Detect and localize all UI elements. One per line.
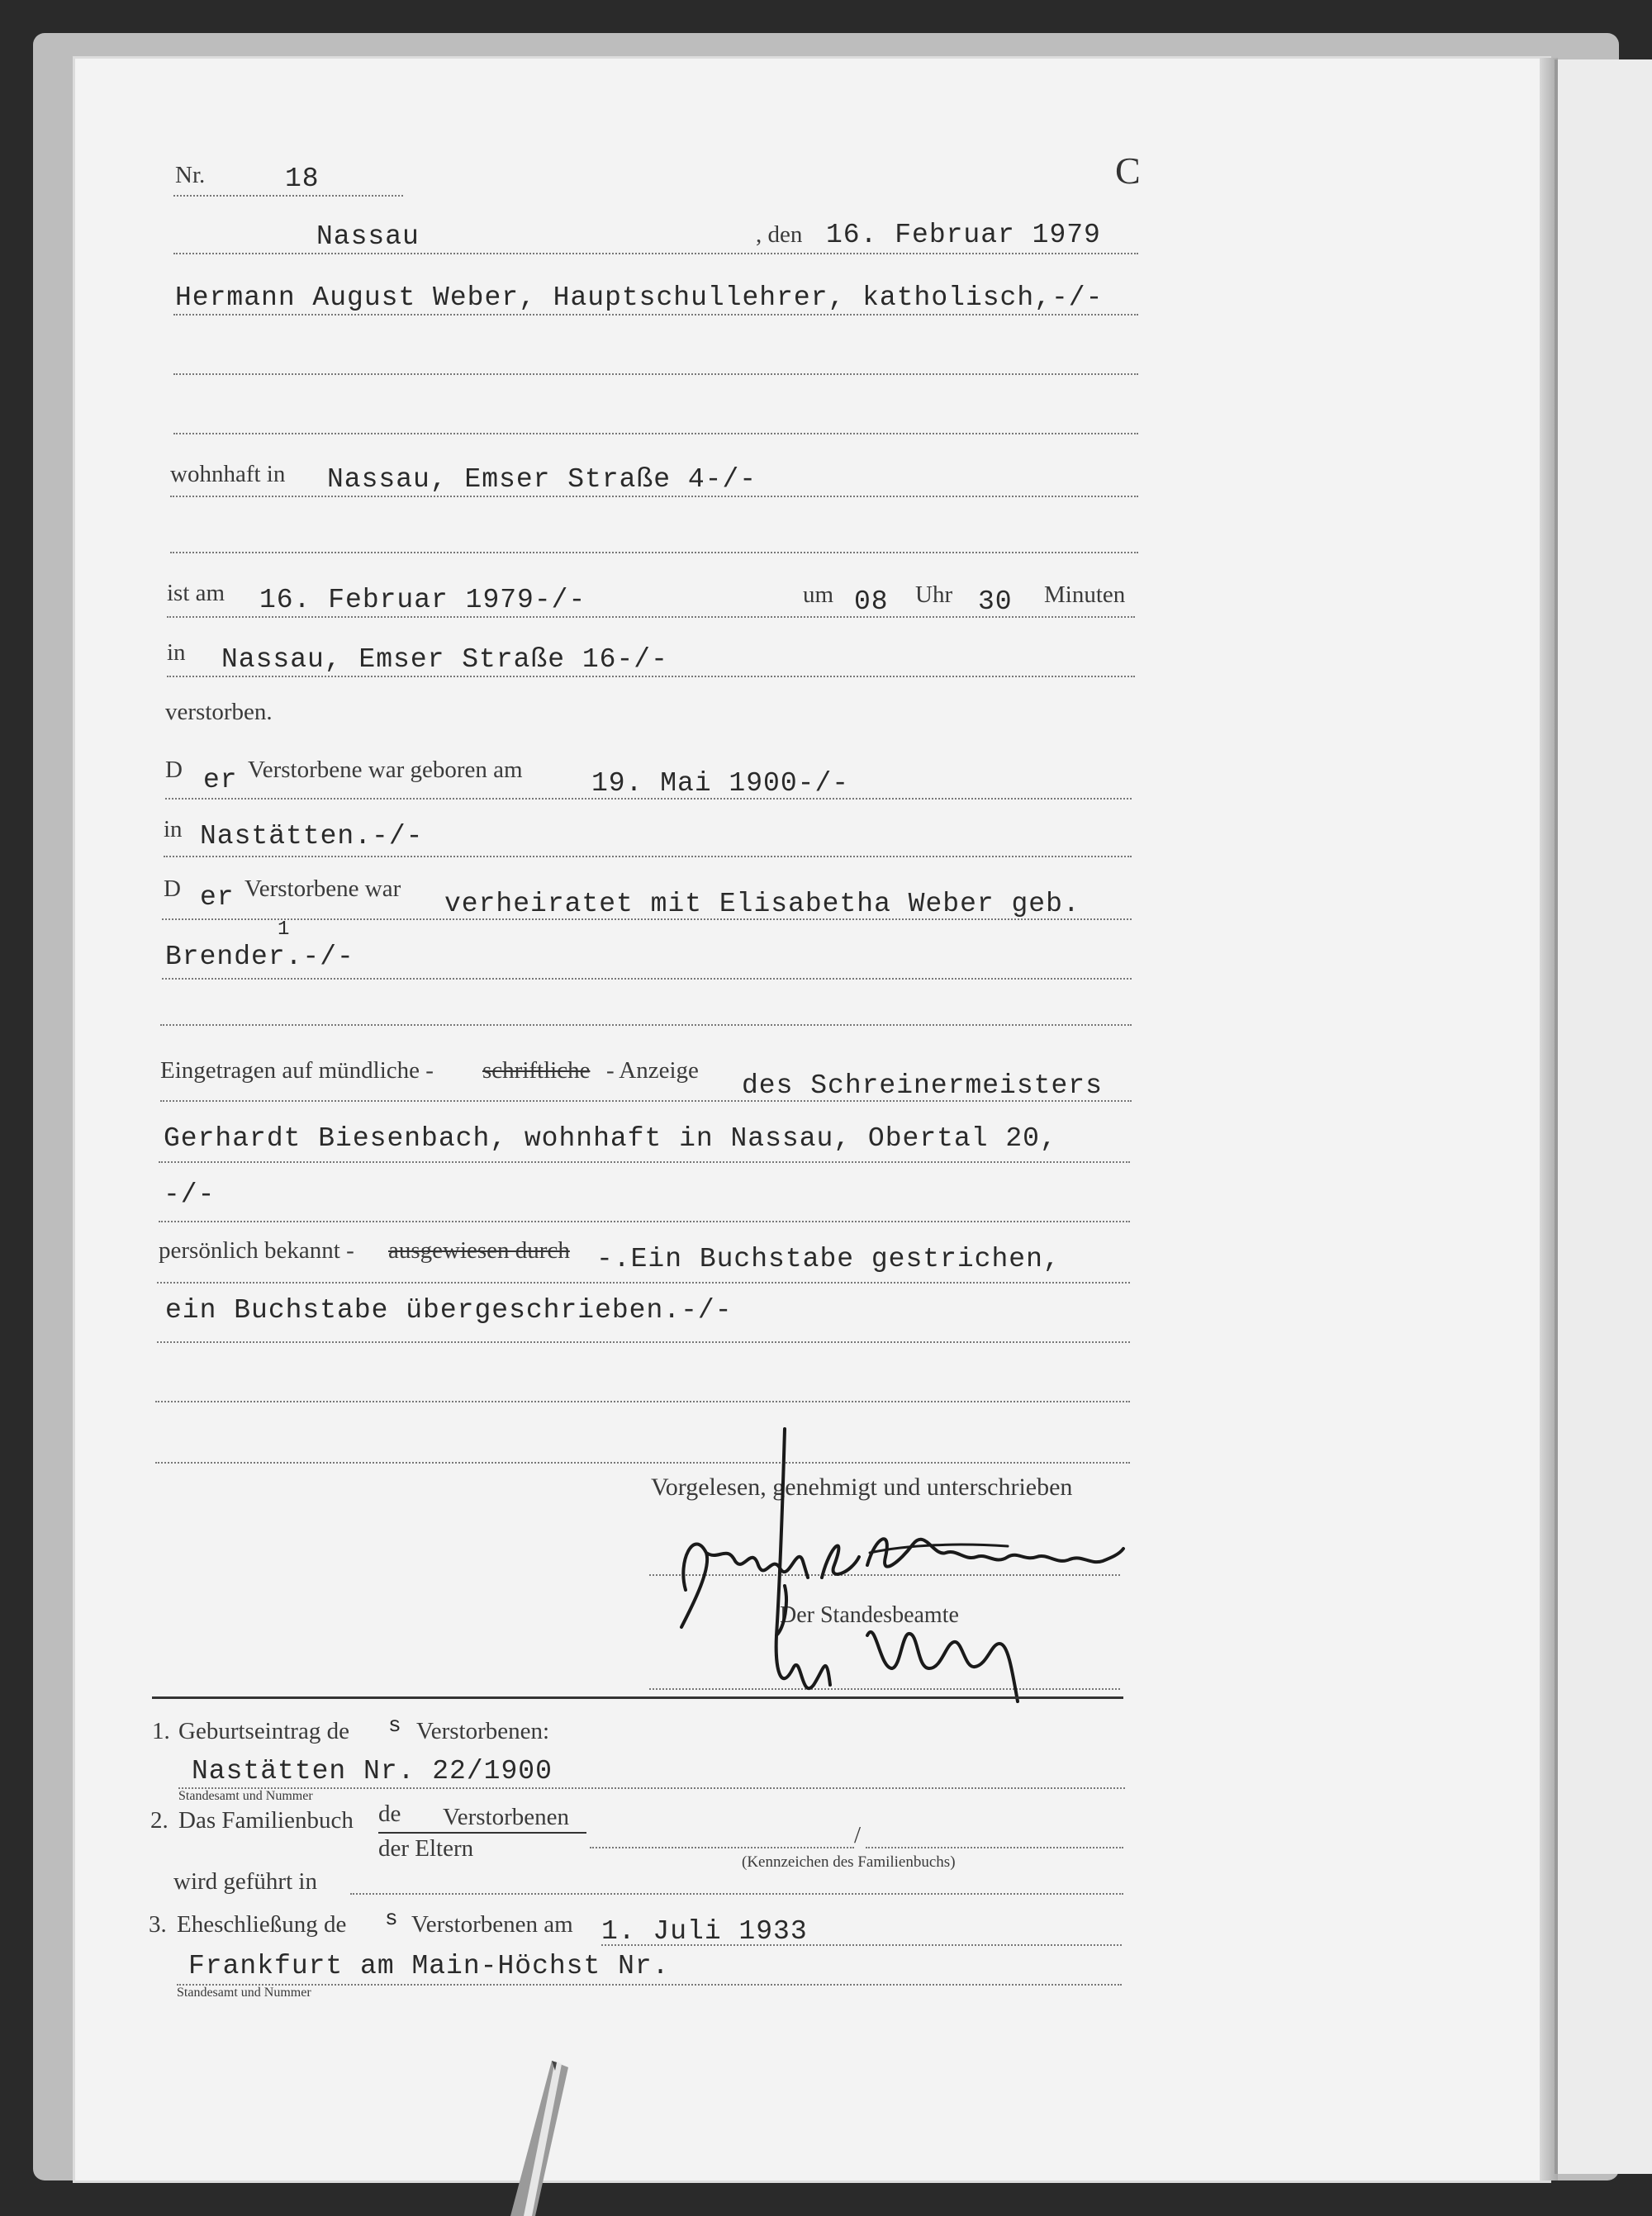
registration-line-4: -.Ein Buchstabe gestrichen, [596,1244,1061,1274]
death-in-label: in [167,639,186,666]
birth-place-underline [164,856,1132,857]
item1-number: 1. [152,1718,170,1744]
eingetragen-label: Eingetragen auf mündliche - [160,1057,434,1084]
birth-underline [165,798,1132,800]
item1-label-b: Verstorbenen: [416,1718,550,1744]
nr-label: Nr. [175,162,206,188]
footer-separator [152,1696,1123,1699]
birth-date: 19. Mai 1900-/- [591,768,850,799]
item3-underline [177,1984,1122,1986]
item3-date-underline [601,1944,1122,1946]
correction-mark: 1 [278,918,291,941]
ist-am-label: ist am [167,580,225,606]
person-underline-3 [173,433,1138,434]
person-underline-1 [173,314,1138,316]
death-hour: 08 [854,586,889,617]
corner-letter: C [1115,149,1141,192]
signatures-drawing [661,1421,1189,1751]
nr-value: 18 [285,164,320,194]
registration-underline-3 [159,1221,1130,1222]
registration-line-1: des Schreinermeisters [742,1070,1103,1101]
item2-underline-b [866,1847,1123,1848]
kennzeichen-label: (Kennzeichen des Familienbuchs) [742,1853,956,1871]
standesamt-label-2: Standesamt und Nummer [177,1986,311,2000]
minuten-label: Minuten [1044,581,1126,608]
den-label: , den [756,221,803,248]
vorgelesen-label: Vorgelesen, genehmigt und unterschrieben [651,1473,1073,1501]
item2-eltern: der Eltern [378,1835,474,1862]
registration-underline-2 [159,1161,1130,1163]
birth-in-label: in [164,816,183,842]
item2-slash: / [854,1822,862,1848]
death-date: 16. Februar 1979-/- [259,585,586,615]
registration-underline-1 [160,1100,1132,1102]
persoenlich-label: persönlich bekannt - [159,1237,354,1264]
item1-s: s [388,1713,402,1738]
place-value: Nassau [316,221,420,252]
registration-underline-4 [157,1282,1130,1284]
header-date: 16. Februar 1979 [826,220,1101,250]
person-line: Hermann August Weber, Hauptschullehrer, katholisch,-/- [175,282,1104,313]
item1-underline [178,1787,1125,1789]
standesbeamte-label: Der Standesbeamte [780,1602,959,1628]
registration-underline-5 [157,1341,1130,1343]
registration-line-3: -/- [164,1179,216,1210]
birth-place: Nastätten.-/- [200,821,424,852]
item3-label-b: Verstorbenen am [411,1911,573,1938]
wohnhaft-label: wohnhaft in [170,461,286,487]
pen-image [486,2061,568,2216]
item3-number: 3. [149,1911,167,1938]
blank-underline-1 [170,552,1138,553]
wohnhaft-value: Nassau, Emser Straße 4-/- [327,464,757,495]
item2-label: Das Familienbuch [178,1807,354,1834]
item3-label-a: Eheschließung de [177,1911,347,1938]
nr-underline [173,195,403,197]
uhr-label: Uhr [915,581,953,608]
death-minutes: 30 [978,586,1013,617]
birth-er: er [203,765,238,795]
death-underline [167,616,1135,618]
registration-line-2: Gerhardt Biesenbach, wohnhaft in Nassau, Obertal 20, [164,1123,1057,1154]
status-er: er [200,882,235,913]
wird-gefuehrt-label: wird geführt in [173,1868,317,1895]
status-underline-3 [160,1024,1132,1026]
um-label: um [803,581,834,608]
item2-number: 2. [150,1807,169,1834]
ausgewiesen-struck: ausgewiesen durch [388,1237,570,1264]
item3-date: 1. Juli 1933 [601,1916,808,1947]
birth-d-label: D [165,757,183,783]
person-underline-2 [173,373,1138,375]
status-underline-2 [162,978,1132,980]
item1-label-a: Geburtseintrag de [178,1718,349,1744]
status-d-label: D [164,875,181,902]
date-underline [173,253,1138,254]
status-line-1: verheiratet mit Elisabetha Weber geb. [444,889,1080,919]
next-page-edge [1555,59,1652,2174]
item2-verstorbenen: Verstorbenen [443,1804,570,1830]
blank-underline-2 [155,1401,1130,1402]
item3-s: s [385,1906,399,1931]
standesamt-label-1: Standesamt und Nummer [178,1789,313,1803]
status-line-2: Brender.-/- [165,942,354,972]
item3-place: Frankfurt am Main-Höchst Nr. [188,1951,670,1981]
status-underline-1 [162,918,1132,920]
verstorbene-war-label: Verstorbene war [244,875,401,902]
item2-fraction-line [378,1832,586,1834]
death-place: Nassau, Emser Straße 16-/- [221,644,668,675]
geboren-label: Verstorbene war geboren am [248,757,523,783]
death-place-underline [167,676,1135,677]
verstorben-label: verstorben. [165,699,273,725]
item2-de: de [378,1801,401,1827]
item1-value: Nastätten Nr. 22/1900 [192,1756,553,1787]
anzeige-label: - Anzeige [606,1057,699,1084]
wird-gefuehrt-underline [350,1893,1123,1895]
item2-underline-a [590,1847,854,1848]
schriftliche-struck: schriftliche [482,1057,591,1084]
wohnhaft-underline [170,496,1138,497]
registration-line-5: ein Buchstabe übergeschrieben.-/- [165,1295,733,1326]
